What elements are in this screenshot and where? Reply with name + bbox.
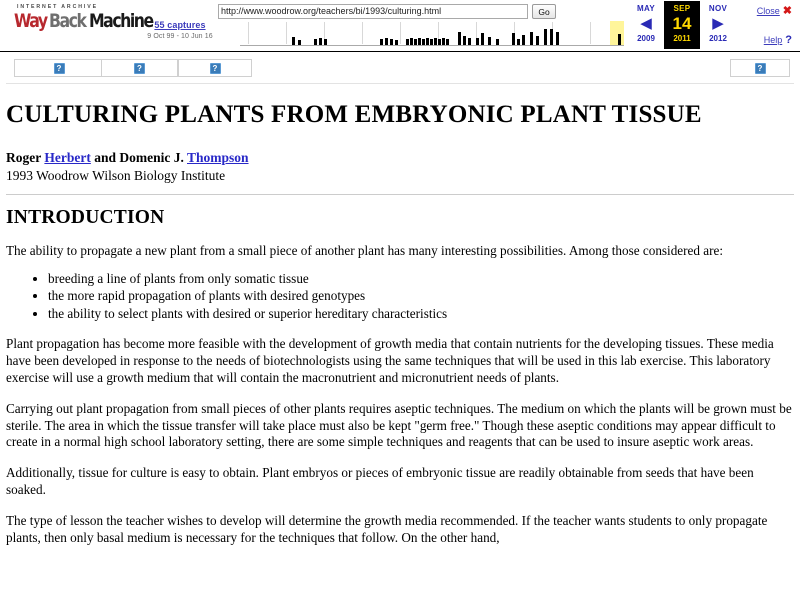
list-item: • the more rapid propagation of plants with desired genotypes	[48, 287, 794, 304]
broken-image-icon: ?	[210, 63, 221, 74]
captures-date-range: 9 Oct 99 - 10 Jun 16	[147, 33, 213, 40]
go-button[interactable]: Go	[532, 4, 556, 19]
toolbar-divider	[6, 83, 794, 84]
next-capture-month[interactable]	[700, 1, 736, 49]
capture-timeline-sparkline[interactable]	[240, 21, 624, 48]
captures-summary	[130, 20, 230, 40]
intro-paragraph: The ability to propagate a new plant from a small piece of another plant has many interesting possibilities. Among those considered are:	[6, 242, 724, 258]
prev-arrow-icon[interactable]: ◀	[640, 15, 652, 32]
wordmark-way: Way	[14, 10, 47, 32]
date-navigator	[628, 1, 736, 49]
paragraph-lesson-type: The type of lesson the teacher wishes to develop will determine the growth media recommended. If the teacher wants students to only propagate plants, then only basal medium is necessary for the techniques that follow. On the other hand,	[6, 513, 768, 545]
url-bar-row	[218, 4, 556, 19]
current-month-label: SEP	[673, 4, 691, 13]
header-divider	[6, 194, 794, 195]
paragraph-growth-media: Plant propagation has become more feasible with the development of growth media that contain nutrients for the developing tissues. These media have been developed in response to the needs of biotechnologists using the same techniques that will be used in this lab exercise. This laboratory exercise will use a growth medium that will contain the macronutrient and micronutrient needs of plants.	[6, 335, 774, 385]
next-month-label: NOV	[708, 4, 728, 13]
captures-count-link[interactable]: 55 captures	[154, 20, 206, 30]
author-prefix: Roger	[6, 150, 45, 166]
page-title: CULTURING PLANTS FROM EMBRYONIC PLANT TISSUE	[6, 101, 702, 128]
wayback-toolbar	[0, 0, 800, 52]
section-heading-introduction: INTRODUCTION	[6, 206, 165, 228]
broken-image-icon: ?	[134, 63, 145, 74]
wayback-machine-logo[interactable]	[14, 4, 153, 44]
list-item: • the ability to select plants with desired or superior hereditary characteristics	[48, 305, 794, 322]
current-capture-date[interactable]	[664, 1, 700, 49]
broken-image-placeholder-4[interactable]	[730, 59, 790, 77]
wayback-wordmark	[14, 10, 153, 32]
wordmark-machine: Machine	[89, 10, 153, 32]
paragraph-aseptic-technique: Carrying out plant propagation from small pieces of other plants requires aseptic techniques. The medium on which the plants will be grown must be sterile. The area in which the tissue transfer will take place must also be kept "germ free." Though these aseptic conditions may appear difficult to create in a normal high school laboratory setting, there are some simple techniques and reagents that can be used to insure aseptic work areas.	[6, 400, 792, 450]
next-year-label: 2012	[709, 34, 727, 43]
help-control[interactable]	[764, 34, 792, 46]
author-link-thompson[interactable]: Thompson	[187, 150, 249, 166]
url-input[interactable]	[218, 4, 528, 19]
broken-image-icon: ?	[54, 63, 65, 74]
broken-image-placeholder-3[interactable]	[178, 59, 252, 77]
close-link[interactable]: Close	[756, 6, 780, 16]
paragraph-tissue-source: Additionally, tissue for culture is easy to obtain. Plant embryos or pieces of embryonic tissue are readily obtainable from seeds that have been soaked.	[6, 465, 754, 498]
wordmark-back: Back	[49, 10, 86, 32]
broken-image-placeholder-2[interactable]	[101, 59, 178, 77]
internet-archive-label: INTERNET ARCHIVE	[17, 4, 98, 10]
broken-image-icon: ?	[755, 63, 766, 74]
author-line	[6, 149, 794, 184]
possibilities-list	[6, 270, 794, 322]
help-question-icon[interactable]: ?	[785, 34, 792, 46]
close-icon[interactable]: ✖	[782, 5, 792, 17]
author-conjunction: and Domenic J.	[90, 150, 187, 166]
prev-capture-month[interactable]	[628, 1, 664, 49]
broken-image-placeholder-1[interactable]	[14, 59, 104, 77]
current-day-label: 14	[672, 14, 692, 33]
author-link-herbert[interactable]: Herbert	[44, 150, 91, 166]
document-content	[0, 100, 800, 547]
next-arrow-icon[interactable]: ▶	[712, 15, 724, 32]
help-link[interactable]: Help	[763, 35, 783, 45]
page-image-toolbar-row	[0, 52, 800, 86]
prev-month-label: MAY	[637, 4, 655, 13]
list-item: • breeding a line of plants from only somatic tissue	[48, 270, 794, 287]
close-toolbar-control[interactable]	[757, 4, 792, 17]
current-year-label: 2011	[673, 34, 691, 43]
prev-year-label: 2009	[637, 34, 655, 43]
affiliation-line: 1993 Woodrow Wilson Biology Institute	[6, 167, 226, 183]
